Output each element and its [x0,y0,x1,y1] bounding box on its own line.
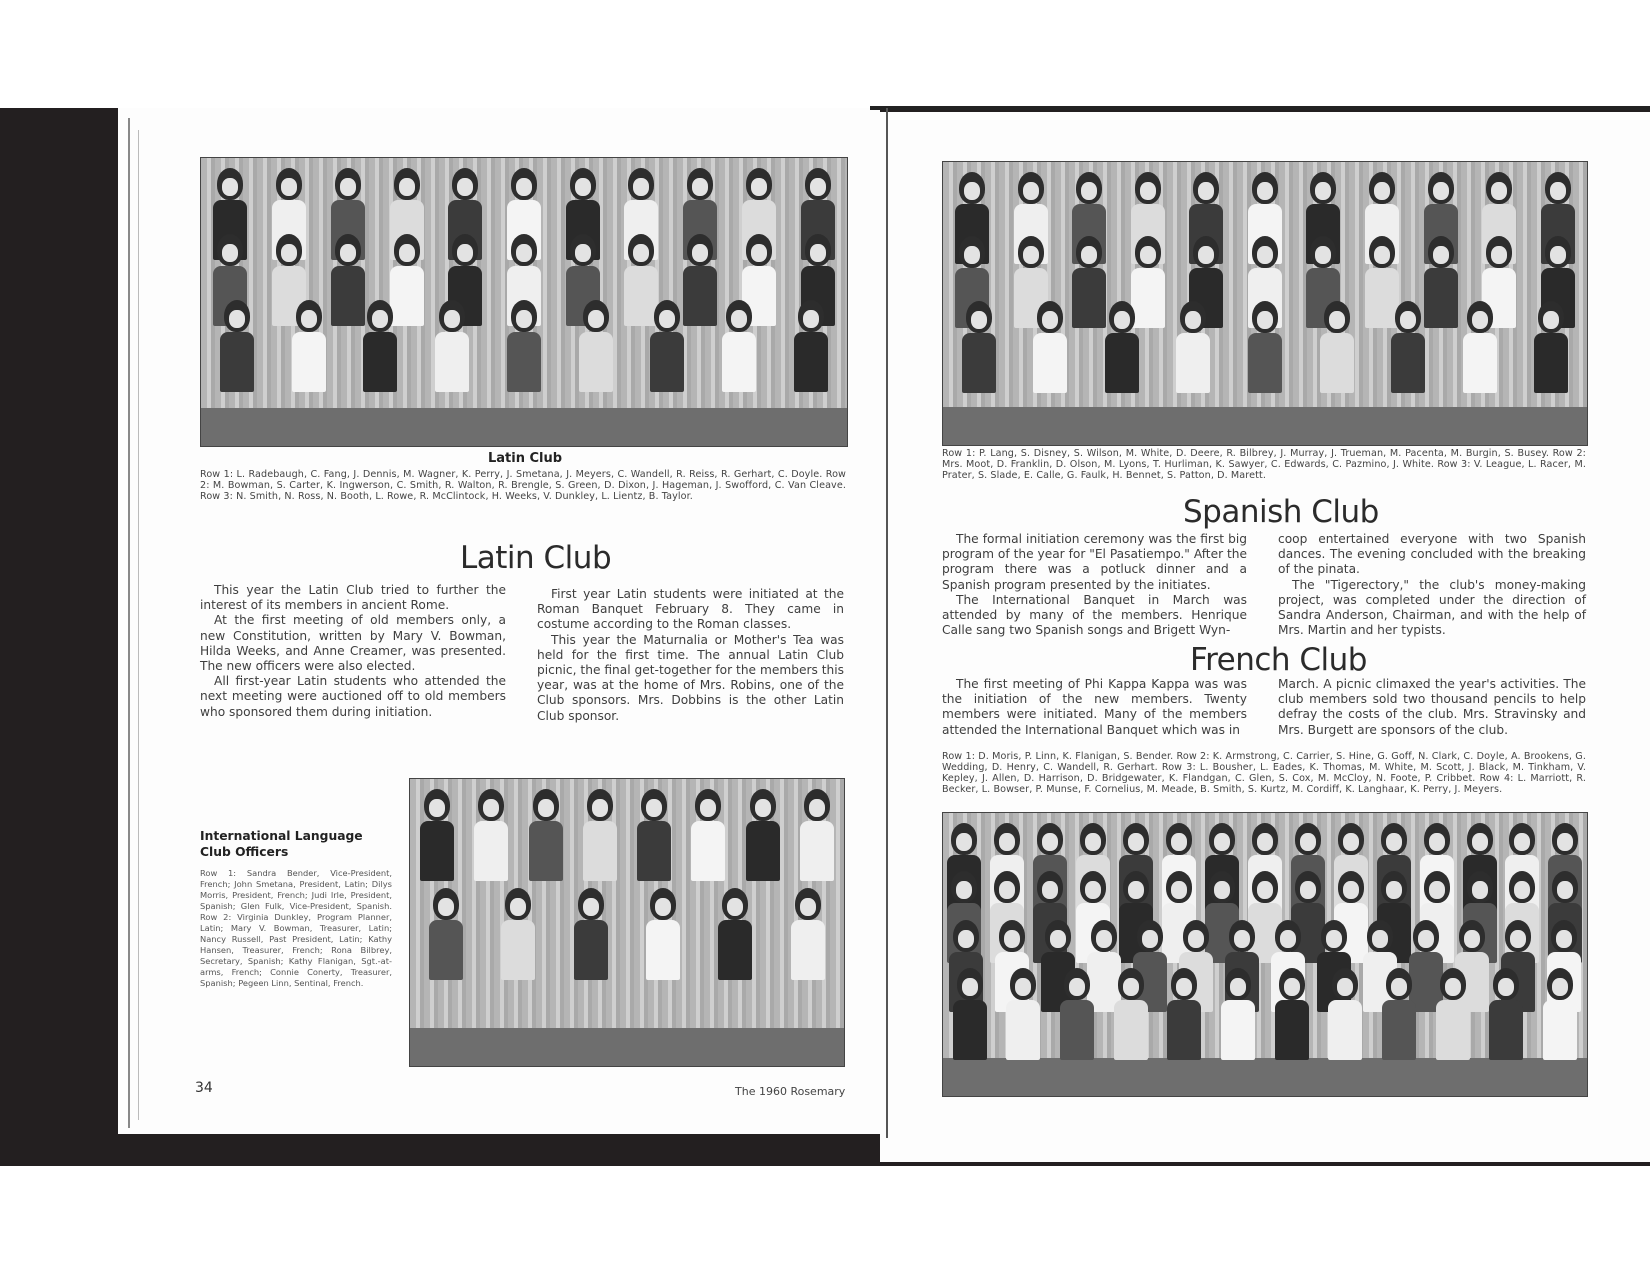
person-body [718,920,752,980]
person-figure [1436,968,1470,1060]
person-head [570,234,596,266]
officers-title: International Language Club Officers [200,829,363,859]
person-head [1381,871,1407,903]
person-head [1551,920,1577,952]
person-body [1534,333,1568,393]
spanish-club-photo [942,161,1588,446]
person-head [1018,172,1044,204]
person-body [650,332,684,392]
person-head [276,168,302,200]
person-figure [1382,968,1416,1060]
photo-row [943,968,1587,1060]
person-body [429,920,463,980]
person-figure [501,888,535,980]
person-figure [1114,968,1148,1060]
person-head [798,300,824,332]
person-figure [1248,301,1282,393]
person-head [722,888,748,920]
person-head [1209,871,1235,903]
person-head [335,234,361,266]
person-figure [650,300,684,392]
person-head [1424,871,1450,903]
person-head [1171,968,1197,1000]
paragraph: coop entertained everyone with two Spanish dances. The evening concluded with the breaking of the pinata. [1278,532,1586,577]
person-body [1382,1000,1416,1060]
person-head [1552,871,1578,903]
person-figure [507,300,541,392]
person-body [646,920,680,980]
person-head [1386,968,1412,1000]
person-head [1310,236,1336,268]
person-head [959,236,985,268]
paragraph: March. A picnic climaxed the year's activities. The club members sold two thousand pencils to help defray the costs of the club. Mrs. Stravinsky and Mrs. Burgett are sponsors of the club. [1278,677,1586,737]
person-head [583,300,609,332]
person-figure [1167,968,1201,1060]
person-figure [435,300,469,392]
person-body [474,821,508,881]
person-figure [1033,301,1067,393]
person-head [1209,823,1235,855]
person-head [951,823,977,855]
photo-row [943,301,1587,393]
person-head [1045,920,1071,952]
person-head [951,871,977,903]
person-figure [791,888,825,980]
person-head [1428,236,1454,268]
person-head [957,968,983,1000]
page-edge-line [138,130,139,1120]
person-head [1369,236,1395,268]
paragraph: The formal initiation ceremony was the first big program of the year for "El Pasatiempo." After the program there was a potluck dinner and a Spanish program presented by the initiates. [942,532,1247,592]
french-article-column-1 [942,677,1247,738]
person-figure [420,789,454,881]
yearbook-footer: The 1960 Rosemary [735,1085,846,1098]
person-figure [953,968,987,1060]
person-body [435,332,469,392]
person-head [1321,920,1347,952]
person-head [1279,968,1305,1000]
person-head [1123,871,1149,903]
person-head [1467,301,1493,333]
person-head [1109,301,1135,333]
person-figure [1489,968,1523,1060]
person-head [394,234,420,266]
person-body [953,1000,987,1060]
person-head [478,789,504,821]
person-body [1543,1000,1577,1060]
person-head [1338,871,1364,903]
person-head [1252,823,1278,855]
person-head [424,789,450,821]
photo-row [410,888,844,980]
person-figure [800,789,834,881]
person-head [1166,871,1192,903]
person-head [953,920,979,952]
person-head [1428,172,1454,204]
person-figure [529,789,563,881]
person-body [1114,1000,1148,1060]
person-body [1320,333,1354,393]
paragraph: The "Tigerectory," the club's money-making project, was completed under the direction of Sandra Anderson, Chairman, and with the help of Mrs. Martin and her typists. [1278,577,1586,638]
person-head [533,789,559,821]
person-body [746,821,780,881]
person-figure [746,789,780,881]
person-head [1332,968,1358,1000]
person-head [1137,920,1163,952]
person-figure [1006,968,1040,1060]
person-head [1252,236,1278,268]
person-figure [220,300,254,392]
person-head [217,234,243,266]
person-body [1489,1000,1523,1060]
french-article-column-2 [1278,677,1586,738]
person-head [1091,920,1117,952]
person-head [1193,172,1219,204]
person-head [1545,236,1571,268]
person-figure [1543,968,1577,1060]
person-head [1505,920,1531,952]
person-head [1225,968,1251,1000]
person-figure [1060,968,1094,1060]
person-figure [718,888,752,980]
person-head [433,888,459,920]
person-body [1221,1000,1255,1060]
person-head [805,168,831,200]
spanish-club-heading: Spanish Club [1183,494,1379,530]
photo-row [201,300,847,392]
person-head [276,234,302,266]
person-body [791,920,825,980]
person-head [1338,823,1364,855]
spanish-article-column-2 [1278,532,1586,638]
page-number: 34 [195,1080,213,1096]
person-head [746,234,772,266]
latin-photo-caption: Row 1: L. Radebaugh, C. Fang, J. Dennis, M. Wagner, K. Perry, J. Smetana, J. Meyers, C. Wandell, R. Reiss, R. Gerhart, C. Doyle. Row 2: M. Bowman, S. Carter, K. Ingwerson, C. Smith, R. Walton, R. Brengle, S. Green, D. Dixon, J. Hageman, J. Swofford, C. Van Cleave. Row 3: N. Smith, N. Ross, N. Booth, L. Rowe, R. McClintock, H. Weeks, V. Dunkley, L. Lientz, B. Taylor. [200,469,846,502]
person-head [1076,172,1102,204]
person-body [1248,333,1282,393]
person-head [1193,236,1219,268]
person-body [794,332,828,392]
person-head [1135,236,1161,268]
person-head [1486,172,1512,204]
person-head [511,168,537,200]
person-head [1076,236,1102,268]
person-head [511,234,537,266]
person-figure [363,300,397,392]
person-figure [722,300,756,392]
person-head [1252,871,1278,903]
book-top-edge [870,106,1650,110]
person-head [1037,871,1063,903]
person-body [691,821,725,881]
person-body [1006,1000,1040,1060]
person-head [641,789,667,821]
spanish-photo-caption: Row 1: P. Lang, S. Disney, S. Wilson, M. White, D. Deere, R. Bilbrey, J. Murray, J. Trueman, M. Pacenta, M. Burgin, S. Busey. Row 2: Mrs. Moot, D. Franklin, D. Olson, M. Lyons, T. Hurliman, K. Sawyer, C. Edwards, C. Pazmino, J. White. Row 3: V. League, L. Racer, M. Prater, S. Slade, E. Calle, G. Faulk, H. Bennet, S. Patton, D. Marett. [942,448,1586,481]
person-head [628,234,654,266]
french-club-heading: French Club [1190,642,1367,678]
person-body [579,332,613,392]
person-body [1436,1000,1470,1060]
person-body [292,332,326,392]
person-head [805,234,831,266]
person-head [628,168,654,200]
person-head [1229,920,1255,952]
person-head [1310,172,1336,204]
person-head [224,300,250,332]
person-body [1167,1000,1201,1060]
person-head [1424,823,1450,855]
person-head [1118,968,1144,1000]
person-head [1166,823,1192,855]
person-figure [646,888,680,980]
person-body [1060,1000,1094,1060]
person-head [1467,871,1493,903]
person-figure [583,789,617,881]
person-figure [1320,301,1354,393]
photo-floor [943,407,1587,445]
person-head [1395,301,1421,333]
person-head [1547,968,1573,1000]
person-head [1180,301,1206,333]
person-head [1369,172,1395,204]
paragraph: This year the Maturnalia or Mother's Tea was held for the first time. The annual Latin Club picnic, the final get-together for the members this year, was at the home of Mrs. Robins, one of the Club sponsors. Mrs. Dobbins is the other Latin Club sponsor. [537,632,844,723]
latin-photo-caption-title: Latin Club [488,451,563,466]
person-head [1295,823,1321,855]
person-head [750,789,776,821]
person-body [1275,1000,1309,1060]
person-head [687,168,713,200]
person-figure [1391,301,1425,393]
person-head [296,300,322,332]
person-body [574,920,608,980]
person-head [1538,301,1564,333]
person-body [529,821,563,881]
person-head [452,168,478,200]
person-head [1413,920,1439,952]
person-head [1486,236,1512,268]
paragraph: The International Banquet in March was attended by many of the members. Henrique Calle sang two Spanish songs and Brigett Wyn- [942,592,1247,638]
latin-article-column-2 [537,587,844,724]
spanish-article-column-1 [942,532,1247,638]
person-body [722,332,756,392]
paragraph: The first meeting of Phi Kappa Kappa was was the initiation of the new members. Twenty members were initiated. Many of the members attended the International Banquet which was in [942,677,1247,737]
person-figure [1275,968,1309,1060]
person-head [578,888,604,920]
person-head [966,301,992,333]
person-body [637,821,671,881]
person-figure [637,789,671,881]
person-figure [1176,301,1210,393]
person-body [363,332,397,392]
person-head [1064,968,1090,1000]
person-head [505,888,531,920]
french-club-photo [942,812,1588,1097]
photo-floor [410,1028,844,1066]
person-figure [962,301,996,393]
person-head [335,168,361,200]
person-body [220,332,254,392]
person-head [1252,301,1278,333]
person-head [650,888,676,920]
person-head [1275,920,1301,952]
person-head [1080,871,1106,903]
person-head [795,888,821,920]
person-body [1391,333,1425,393]
person-head [1381,823,1407,855]
person-body [1463,333,1497,393]
person-figure [429,888,463,980]
person-body [1033,333,1067,393]
person-head [1509,871,1535,903]
person-head [994,871,1020,903]
person-head [1440,968,1466,1000]
person-head [1010,968,1036,1000]
person-head [1367,920,1393,952]
person-head [1252,172,1278,204]
person-figure [579,300,613,392]
person-head [746,168,772,200]
book-spine [886,108,888,1138]
person-head [994,823,1020,855]
person-figure [1105,301,1139,393]
person-head [1080,823,1106,855]
person-head [654,300,680,332]
person-body [962,333,996,393]
person-figure [1463,301,1497,393]
latin-article-column-1 [200,583,506,720]
person-body [507,332,541,392]
person-figure [1221,968,1255,1060]
person-body [420,821,454,881]
paragraph: First year Latin students were initiated at the Roman Banquet February 8. They came in costume according to the Roman classes. [537,587,844,632]
person-head [1037,301,1063,333]
person-figure [1534,301,1568,393]
paragraph: All first-year Latin students who attended the next meeting were auctioned off to old members who sponsored them during initiation. [200,674,506,719]
french-photo-caption: Row 1: D. Moris, P. Linn, K. Flanigan, S. Bender. Row 2: K. Armstrong, C. Carrier, S. Hine, G. Goff, N. Clark, C. Doyle, A. Brookens, G. Wedding, D. Henry, C. Wandell, R. Gerhart. Row 3: L. Bousher, L. Eades, K. Thomas, M. White, M. Scott, J. Black, M. Tinkham, V. Kepley, J. Allen, D. Harrison, D. Bridgewater, K. Flandgan, C. Glen, S. Cox, M. McCloy, N. Foote, P. Cribbet. Row 4: L. Marriott, R. Becker, L. Bowser, P. Munse, F. Cornelius, M. Meade, B. Smith, S. Kurtz, M. Cordiff, K. Langhaar, K. Perry, J. Meyers. [942,751,1586,795]
person-head [695,789,721,821]
person-head [687,234,713,266]
person-head [1018,236,1044,268]
person-head [570,168,596,200]
photo-floor [943,1058,1587,1096]
photo-row [410,789,844,881]
person-head [804,789,830,821]
person-head [1552,823,1578,855]
person-head [1467,823,1493,855]
person-head [1135,172,1161,204]
latin-club-photo [200,157,848,447]
person-body [800,821,834,881]
person-head [1459,920,1485,952]
person-head [587,789,613,821]
person-figure [574,888,608,980]
person-head [1183,920,1209,952]
person-body [501,920,535,980]
person-figure [691,789,725,881]
person-head [1545,172,1571,204]
person-body [1176,333,1210,393]
person-body [583,821,617,881]
officers-photo [409,778,845,1067]
person-head [367,300,393,332]
person-head [394,168,420,200]
person-head [217,168,243,200]
officers-caption: Row 1: Sandra Bender, Vice-President, French; John Smetana, President, Latin; Dilys Morris, President, French; Judi Irle, President, Spanish; Glen Fulk, Vice-President, Spanish. Row 2: Virginia Dunkley, Program Planner, Latin; Mary V. Bowman, Treasurer, Latin; Nancy Russell, Past President, Latin; Kathy Hansen, Treasurer, French; Rona Bilbrey, Secretary, Spanish; Kathy Flanigan, Sgt.-at-arms, French; Connie Conerty, Treasurer, Spanish; Pegeen Linn, Sentinal, French. [200,868,392,988]
person-figure [474,789,508,881]
photo-floor [201,408,847,446]
person-head [1037,823,1063,855]
person-head [999,920,1025,952]
person-figure [1328,968,1362,1060]
paragraph: This year the Latin Club tried to further the interest of its members in ancient Rome. [200,583,506,613]
person-head [511,300,537,332]
paragraph: At the first meeting of old members only, a new Constitution, written by Mary V. Bowman, Hilda Weeks, and Anne Creamer, was presented. The new officers were also elected. [200,613,506,674]
person-head [1493,968,1519,1000]
person-figure [292,300,326,392]
latin-club-heading: Latin Club [460,540,612,576]
person-head [959,172,985,204]
person-figure [794,300,828,392]
person-body [1328,1000,1362,1060]
person-head [1324,301,1350,333]
person-head [1509,823,1535,855]
person-body [1105,333,1139,393]
person-head [439,300,465,332]
person-head [452,234,478,266]
page-edge-line [128,118,130,1128]
person-head [726,300,752,332]
person-head [1295,871,1321,903]
person-head [1123,823,1149,855]
